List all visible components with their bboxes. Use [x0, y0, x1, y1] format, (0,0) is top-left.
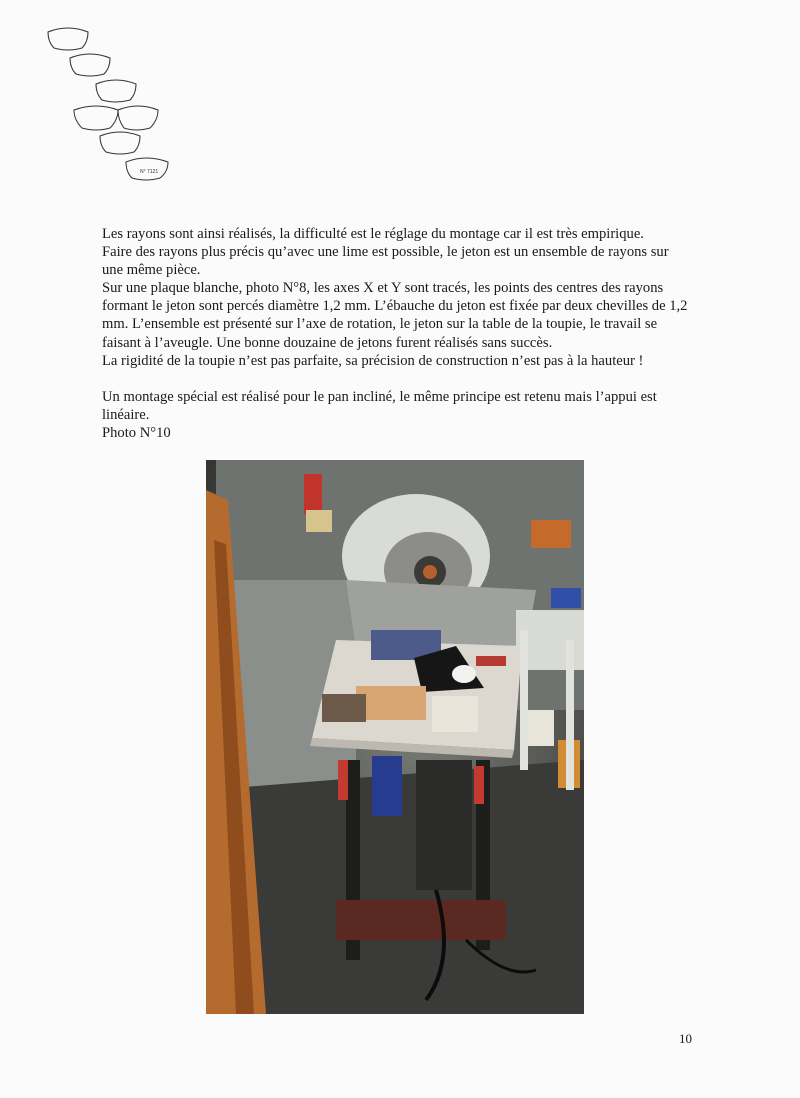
- logo-shape: [100, 132, 140, 154]
- paragraph-4: La rigidité de la toupie n’est pas parfaite, sa précision de construction n’est pas à la hauteur !: [102, 352, 644, 369]
- logo-shape: [48, 28, 88, 50]
- paragraph-1: Les rayons sont ainsi réalisés, la difficulté est le réglage du montage car il est très empirique.: [102, 226, 644, 242]
- page-number: 10: [679, 1031, 692, 1046]
- photo-caption: Photo N°10: [102, 424, 171, 441]
- workshop-photo: [206, 460, 584, 1014]
- body-text: [102, 225, 692, 442]
- paragraph-5: Un montage spécial est réalisé pour le pan incliné, le même principe est retenu mais l’appui est linéaire.: [102, 388, 657, 423]
- paragraph-3: Sur une plaque blanche, photo N°8, les axes X et Y sont tracés, les points des centres des rayons formant le jeton sont percés diamètre 1,2 mm. L’ébauche du jeton est fixée par deux chevilles de 1,2 mm. L’ensemble est présenté sur l’axe de rotation, le jeton sur la table de la toupie, le travail se faisant à l’aveugle. Une bonne douzaine de jetons furent réalisés sans succès.: [102, 280, 688, 351]
- logo-shape: [96, 80, 136, 102]
- logo-stacked-shapes: [44, 22, 178, 192]
- paragraph-2: Faire des rayons plus précis qu’avec une lime est possible, le jeton est un ensemble de rayons sur une même pièce.: [102, 244, 669, 279]
- logo-shape: [74, 106, 118, 130]
- logo-shape: [70, 54, 110, 76]
- logo-shape: [118, 106, 158, 130]
- logo-caption: N° 7121: [140, 169, 159, 175]
- spacer: [102, 370, 692, 388]
